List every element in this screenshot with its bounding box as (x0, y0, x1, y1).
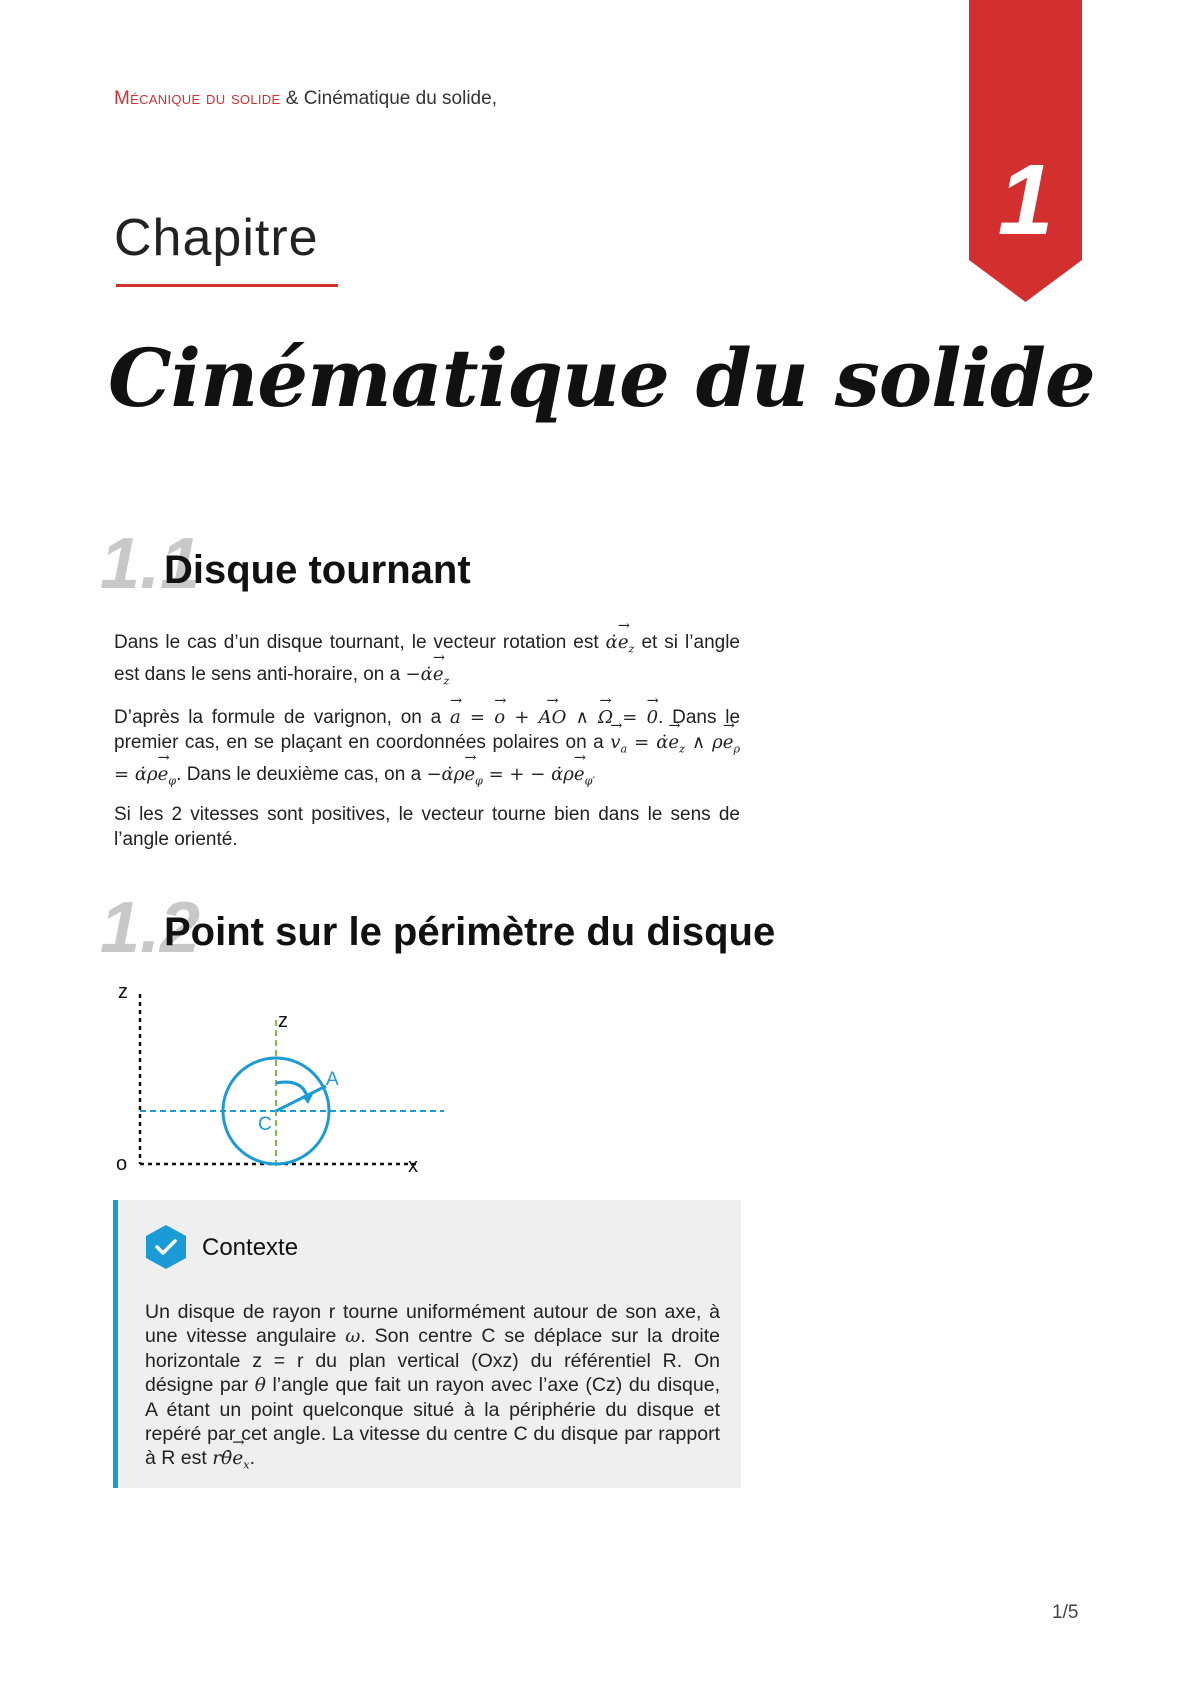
header-separator: & (280, 88, 304, 109)
text-run: . Son centre C se déplace sur la droite horizontale z = r du plan vertical (Oxz) du référentiel R. On désigne par (145, 1325, 720, 1396)
paragraph (114, 630, 740, 693)
text-run: Un disque de rayon r tourne uniformément autour de son axe, à une vitesse angulaire (145, 1301, 720, 1347)
label-x: x (408, 1155, 418, 1177)
check-badge-icon (145, 1224, 187, 1270)
header-chapter: Cinématique du solide, (303, 88, 497, 109)
context-title: Contexte (202, 1234, 299, 1261)
chapter-underline (116, 284, 338, 287)
section-title: Disque tournant (164, 548, 471, 592)
math: θ (254, 1375, 266, 1396)
math: −α̇→ $e_z$ (406, 664, 450, 685)
section-number: 1.2 (100, 888, 201, 968)
text-run: Dans le cas d’un disque tournant, le vecteur rotation est (114, 632, 606, 653)
context-text: Un disque de rayon r tourne uniformément autour de son axe, à une vitesse angulaire ω. Son centre C se déplace sur la droite horizontale z = r du plan vertical (Oxz) du référentiel R. On désigne par θ l’angle que fait un rayon avec l’axe (Cz) du disque, A étant un point quelconque situé à la périphérie du disque et repéré par cet angle. La vitesse du centre C du disque par rapport à R est rθ̇→ $e_x$. (145, 1300, 720, 1477)
disk-diagram (104, 980, 484, 1190)
section-number: 1.1 (100, 524, 201, 604)
math: → $v_a$ = α̇→ $e_z$ ∧ $\rho\to e_\rho$ = α̇ρ→ $e_\varphi$ (114, 732, 740, 785)
running-header (114, 88, 497, 110)
label-c: C (258, 1114, 272, 1135)
math: → a = → o + → AO ∧ → Ω = → 0 (450, 707, 658, 728)
math: rθ̇→ $e_x$ (212, 1448, 249, 1469)
section-title: Point sur le périmètre du disque (164, 910, 776, 954)
math: −α̇ρ→ $e_\varphi$ = + − α̇ρ→ $e_{\varphi'}$ (426, 764, 594, 785)
text-run: et si l’angle est dans le sens anti-horaire, on a (114, 632, 740, 685)
label-z-left: z (118, 981, 128, 1003)
context-box (113, 1200, 741, 1488)
chapter-title: Cinématique du solide (108, 331, 1095, 425)
paragraph: Si les 2 vitesses sont positives, le vecteur tourne bien dans le sens de l’angle orienté. (114, 804, 740, 850)
math: ω (345, 1326, 361, 1347)
radius (276, 1086, 326, 1111)
label-o: o (116, 1153, 128, 1175)
chapter-number: 1 (997, 144, 1054, 256)
header-part: Mécanique du solide (114, 88, 281, 109)
paragraph (114, 705, 740, 793)
text-run: . Dans le premier cas, en se plaçant en coordonnées polaires on a (114, 707, 741, 753)
label-a: A (326, 1069, 339, 1090)
label-z-center: z (278, 1010, 288, 1032)
math: α̇→ $e_z$ (606, 632, 635, 653)
page-number: 1/5 (1052, 1602, 1079, 1623)
text-run: . Dans le deuxième cas, on a (176, 763, 427, 785)
chapter-label: Chapitre (114, 209, 319, 267)
text-run: l’angle que fait un rayon avec l’axe (Cz) du disque, A étant un point quelconque situé à la périphérie du disque et repéré par cet angle. La vitesse du centre C du disque par rapport à R est (145, 1374, 720, 1469)
text-run: D’après la formule de varignon, on a (114, 707, 450, 728)
